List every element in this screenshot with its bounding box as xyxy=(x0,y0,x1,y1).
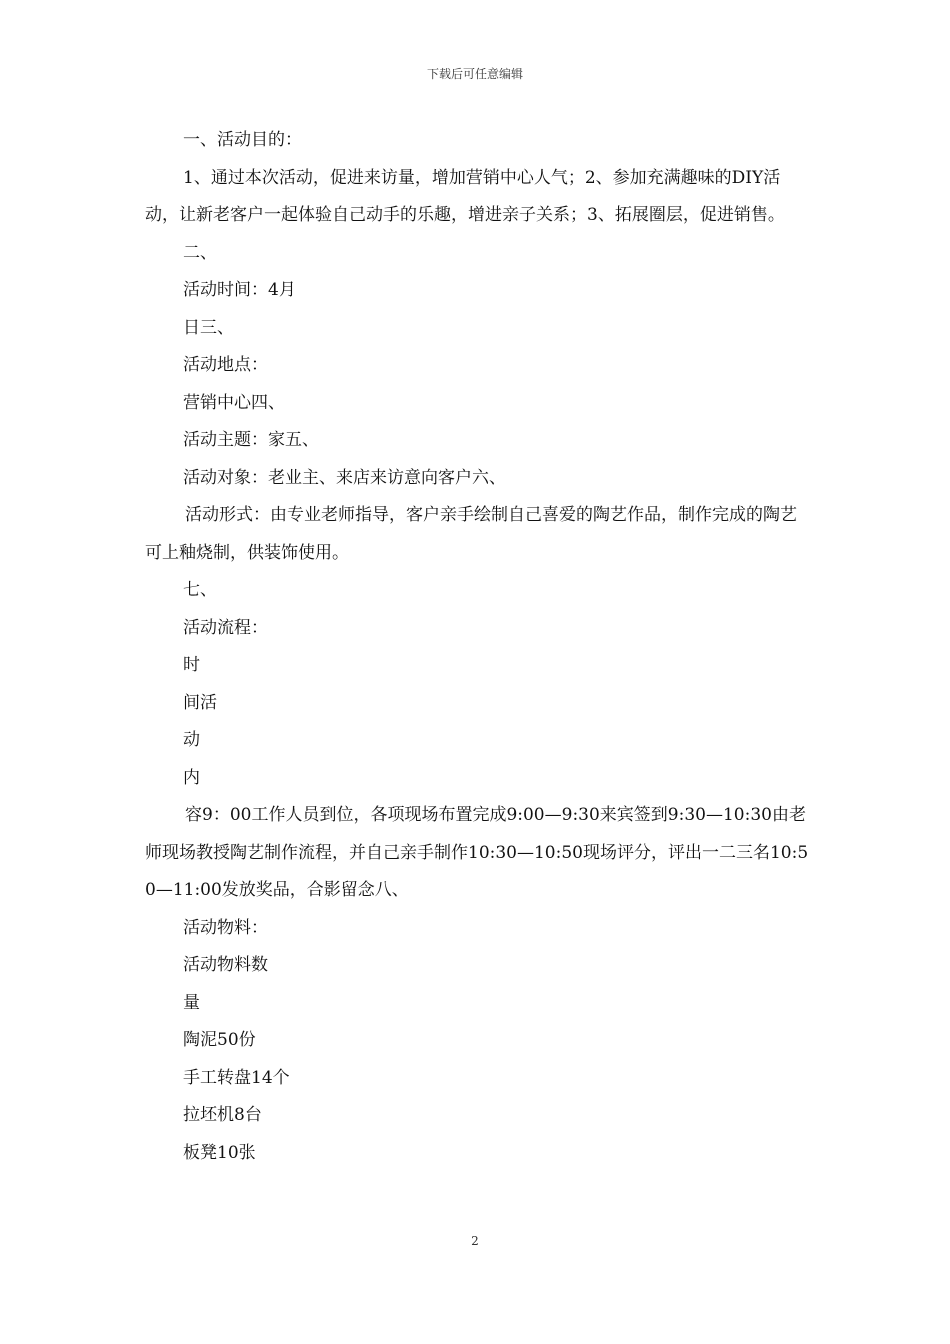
material-item: 板凳10张 xyxy=(183,1142,256,1163)
text-line: 活动物料数 xyxy=(183,955,268,975)
text-line: 活动对象：老业主、来店来访意向客户六、 xyxy=(183,467,506,488)
text-line: 日三、 xyxy=(183,317,234,338)
text-line: 营销中心四、 xyxy=(183,392,285,413)
text-line: 内 xyxy=(183,767,200,788)
section-heading: 二、 xyxy=(183,242,217,263)
page-number: 2 xyxy=(471,1234,479,1248)
paragraph-purpose: 1、通过本次活动，促进来访量，增加营销中心人气；2、参加充满趣味的DIY活动，让新老客户一起体验自己动手的乐趣，增进亲子关系；3、拓展圈层，促进销售。 xyxy=(145,167,785,225)
text-line: 活动时间：4月 xyxy=(183,280,296,300)
text-line: 活动主题：家五、 xyxy=(183,430,319,450)
text-line: 活动物料： xyxy=(183,917,268,938)
section-heading-purpose: 一、活动目的： xyxy=(183,130,302,150)
text-line: 活动流程： xyxy=(183,617,268,638)
paragraph-activity-form: 活动形式：由专业老师指导，客户亲手绘制自己喜爱的陶艺作品，制作完成的陶艺可上釉烧制，供装饰使用。 xyxy=(145,505,797,563)
material-item: 手工转盘14个 xyxy=(183,1067,290,1088)
page-header: 下载后可任意编辑 xyxy=(426,67,523,81)
paragraph-schedule: 容9：00工作人员到位，各项现场布置完成9:00—9:30来宾签到9:30—10:30由老师现场教授陶艺制作流程，并自己亲手制作10:30—10:50现场评分，评出一二三名10:50—11:00发放奖品，合影留念八、 xyxy=(145,805,809,900)
text-line: 间活 xyxy=(183,692,217,713)
section-heading: 七、 xyxy=(183,580,217,600)
text-line: 量 xyxy=(183,992,200,1013)
material-item: 陶泥50份 xyxy=(183,1030,256,1050)
text-line: 时 xyxy=(183,655,200,675)
material-item: 拉坯机8台 xyxy=(183,1105,262,1125)
document-body xyxy=(145,122,810,1172)
text-line: 动 xyxy=(183,730,200,750)
text-line: 活动地点： xyxy=(183,355,268,375)
